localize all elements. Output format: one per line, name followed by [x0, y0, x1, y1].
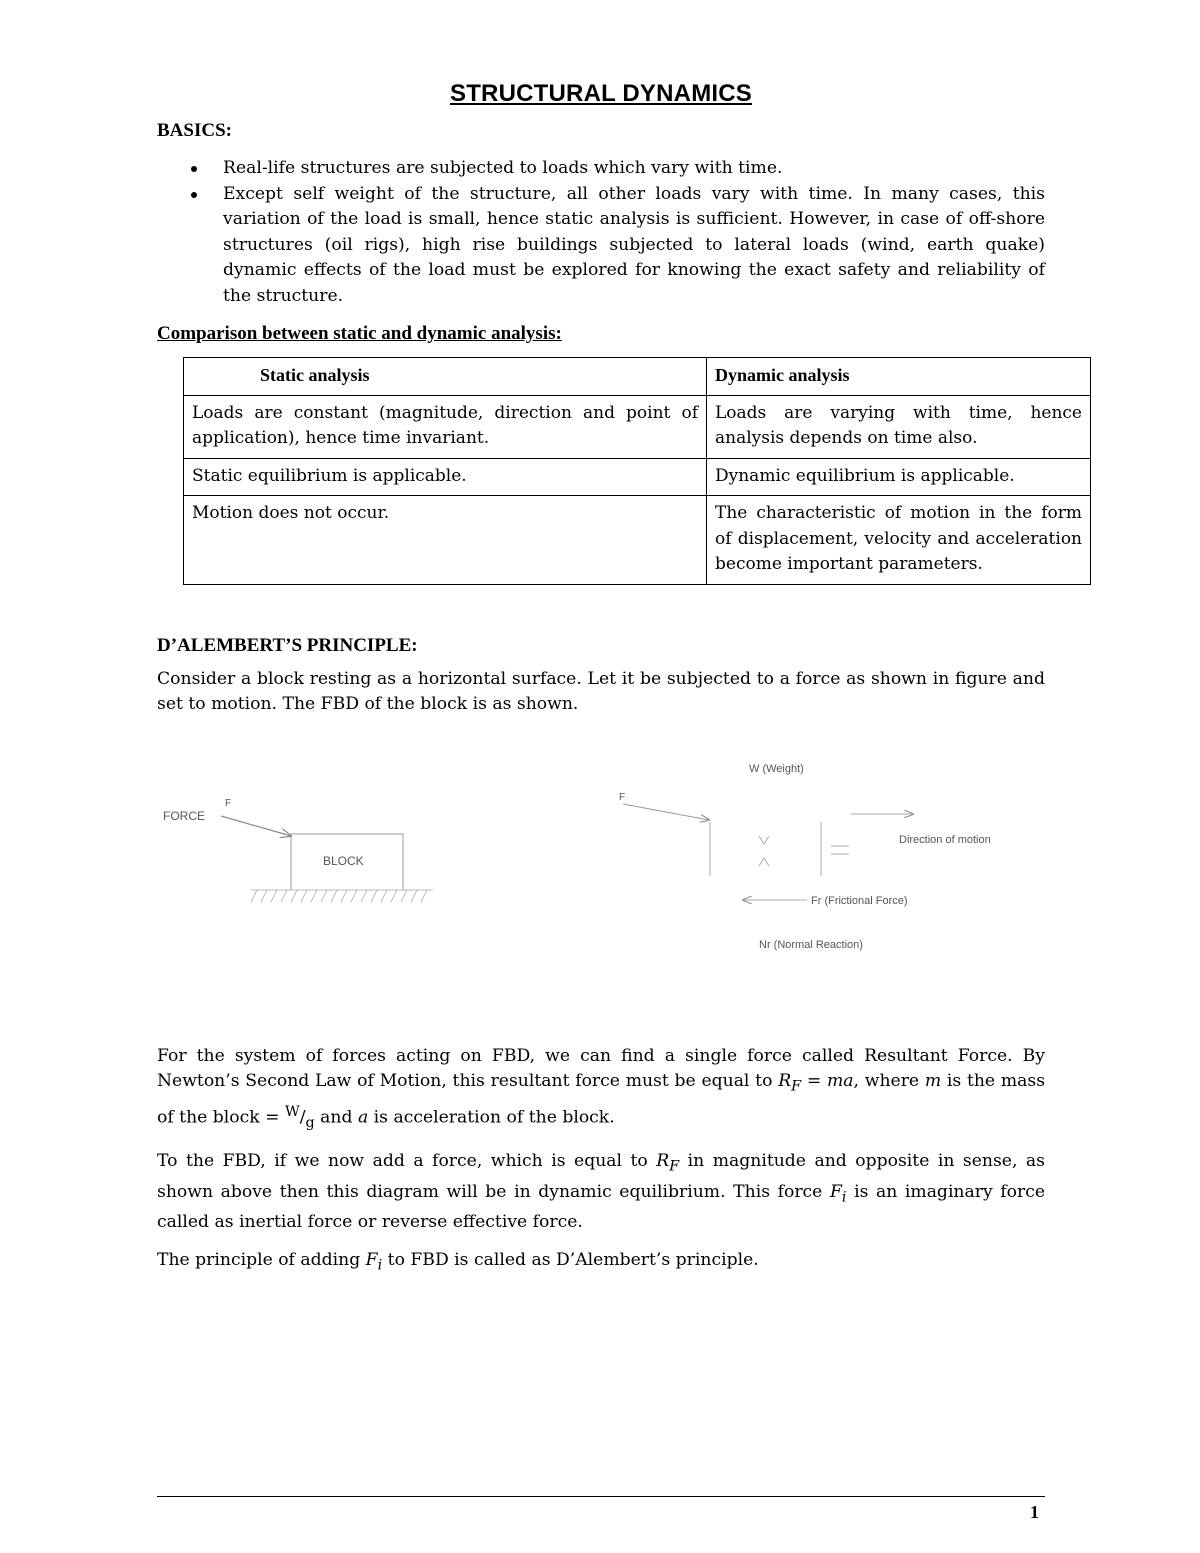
bullet-icon: [191, 166, 197, 172]
dalembert-heading: D’ALEMBERT’S PRINCIPLE:: [157, 634, 418, 656]
page-title: STRUCTURAL DYNAMICS: [449, 80, 753, 107]
table-cell: Static equilibrium is applicable.: [184, 458, 707, 496]
column-header: Dynamic analysis: [707, 358, 1091, 396]
basics-heading: BASICS:: [157, 120, 232, 141]
table-cell: Motion does not occur.: [184, 496, 707, 585]
ground-hatch: [251, 890, 433, 902]
fbd-figure: [157, 748, 1045, 1018]
normal-arrow-icon: [759, 858, 769, 866]
principle-paragraph: The principle of adding $F_i$ to FBD is called as D’Alembert’s principle.: [157, 1249, 759, 1274]
table-header-row: [184, 358, 1091, 396]
applied-force-arrow: [623, 804, 709, 820]
comparison-table: [183, 357, 1091, 585]
table-cell: Loads are varying with time, hence analysis depends on time also.: [707, 395, 1091, 458]
f-label: F: [225, 797, 232, 809]
inertial-force-paragraph: To the FBD, if we now add a force, which is equal to $R_F$ in magnitude and opposite in sense, as shown above then this diagram will be in dynamic equilibrium. This force $F_i$ is an imaginary force called as inertial force or reverse effective force.: [157, 1150, 1045, 1233]
list-item: Real-life structures are subjected to loads which vary with time.: [157, 156, 1045, 182]
applied-force-arrow: [221, 816, 291, 836]
f2-label: F: [619, 791, 626, 803]
table-cell: Loads are constant (magnitude, direction and point of application), hence time invariant.: [184, 395, 707, 458]
page-number: 1: [1030, 1502, 1039, 1522]
intro-paragraph: Consider a block resting as a horizontal surface. Let it be subjected to a force as shown in figure and set to motion. The FBD of the block is as shown.: [157, 668, 1045, 714]
table-row: [184, 496, 1091, 585]
resultant-paragraph: For the system of forces acting on FBD, we can find a single force called Resultant Force. By Newton’s Second Law of Motion, this resultant force must be equal to $R_F$ = ma, where m is the mass of the block = $^W/_g$ and a is acceleration of the block.: [157, 1045, 1046, 1132]
table-cell: The characteristic of motion in the form of displacement, velocity and acceleration become important parameters.: [707, 496, 1091, 585]
direction-label: Direction of motion: [899, 833, 991, 846]
table-cell: Dynamic equilibrium is applicable.: [707, 458, 1091, 496]
normal-label: Nr (Normal Reaction): [759, 938, 863, 951]
table-row: [184, 395, 1091, 458]
basics-list: [157, 156, 1045, 309]
force-label: FORCE: [163, 808, 205, 823]
fbd-diagram: [157, 748, 1045, 1018]
column-header: Static analysis: [184, 358, 707, 396]
comparison-heading: Comparison between static and dynamic analysis:: [157, 323, 562, 344]
list-item: Except self weight of the structure, all other loads vary with time. In many cases, this variation of the load is small, hence static analysis is sufficient. However, in case of off-shore structures (oil rigs), high rise buildings subjected to lateral loads (wind, earth quake) dynamic effects of the load must be explored for knowing the exact safety and reliability of the structure.: [157, 182, 1045, 310]
page-content: [157, 80, 1082, 1291]
weight-label: W (Weight): [749, 762, 804, 775]
table-row: [184, 458, 1091, 496]
footer-divider: [157, 1496, 1045, 1497]
block-label: BLOCK: [323, 853, 364, 868]
bullet-icon: [191, 192, 197, 198]
weight-arrow-icon: [759, 836, 769, 844]
friction-label: Fr (Frictional Force): [811, 894, 908, 907]
